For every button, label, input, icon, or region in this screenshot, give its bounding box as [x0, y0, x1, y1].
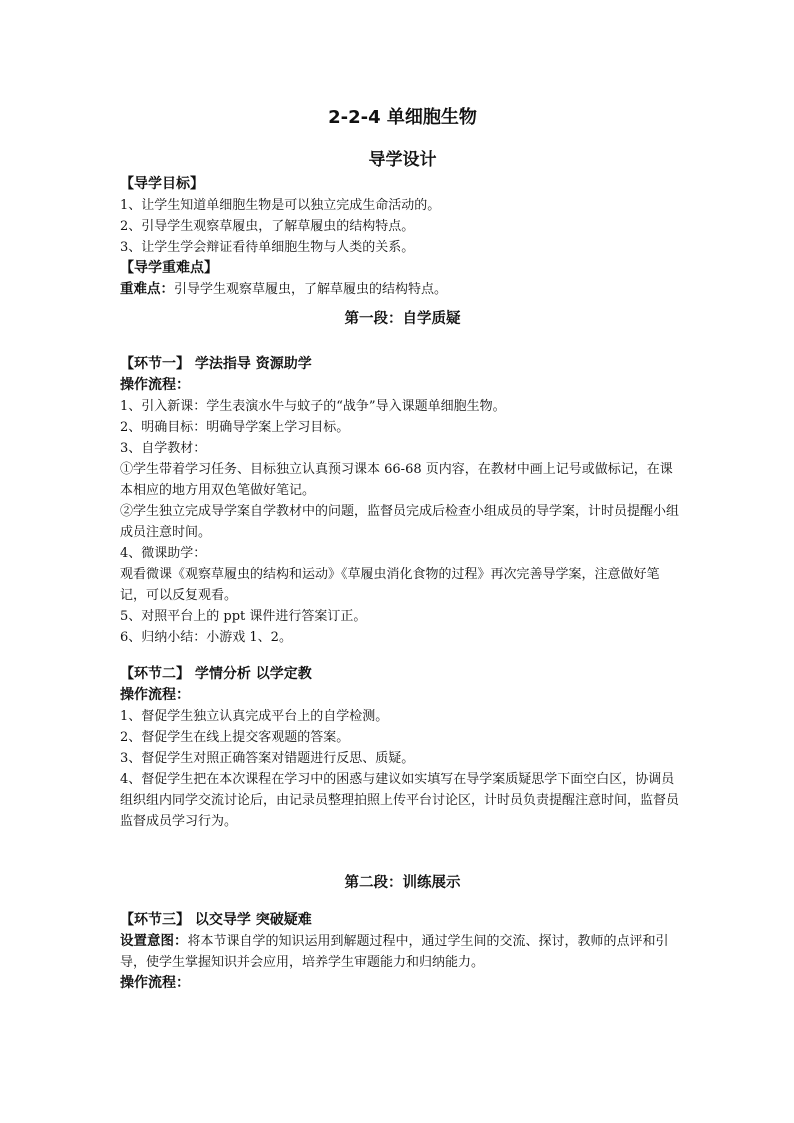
- keypoints-label: 重难点：: [120, 281, 174, 297]
- link2-flow-label: 操作流程：: [120, 687, 190, 703]
- objective-item: 2、引导学生观察草履虫，了解草履虫的结构特点。: [120, 219, 415, 234]
- link1-heading: 【环节一】 学法指导 资源助学: [120, 356, 312, 372]
- link2-line: 1、督促学生独立认真完成平台上的自学检测。: [120, 709, 389, 724]
- section2-title: 第二段：训练展示: [344, 875, 461, 891]
- objectives-heading: 【导学目标】: [120, 176, 204, 192]
- keypoints-heading: 【导学重难点】: [120, 260, 218, 276]
- objective-item: 3、让学生学会辩证看待单细胞生物与人类的关系。: [120, 240, 415, 255]
- link1-flow-label: 操作流程：: [120, 377, 190, 393]
- link1-line: 2、明确目标：明确导学案上学习目标。: [120, 420, 350, 435]
- link1-line: 1、引入新课：学生表演水牛与蚊子的“战争”导入课题单细胞生物。: [120, 399, 506, 414]
- link3-flow-label: 操作流程：: [120, 975, 190, 991]
- section1-title: 第一段：自学质疑: [344, 311, 461, 327]
- link1-line: 观看微课《观察草履虫的结构和运动》《草履虫消化食物的过程》再次完善导学案，注意做好笔记，可以反复观看。: [120, 567, 660, 603]
- link3-intent: [120, 931, 685, 973]
- link1-line: ②学生独立完成导学案自学教材中的问题，监督员完成后检查小组成员的导学案，计时员提醒小组成员注意时间。: [120, 504, 680, 540]
- link3-intent-label: 设置意图：: [120, 933, 188, 949]
- link2-line: 4、督促学生把在本次课程在学习中的困惑与建议如实填写在导学案质疑思学下面空白区，协调员组织组内同学交流讨论后，由记录员整理拍照上传平台讨论区，计时员负责提醒注意时间，监督员监督成员学习行为。: [120, 772, 680, 829]
- link1-line: 4、微课助学：: [120, 546, 207, 561]
- objective-item: 1、让学生知道单细胞生物是可以独立完成生命活动的。: [120, 198, 441, 213]
- link1-line: ①学生带着学习任务、目标独立认真预习课本 66-68 页内容，在教材中画上记号或做标记，在课本相应的地方用双色笔做好笔记。: [120, 462, 673, 498]
- link2-line: 2、督促学生在线上提交客观题的答案。: [120, 730, 350, 745]
- link1-line: 5、对照平台上的 ppt 课件进行答案订正。: [120, 609, 367, 624]
- keypoints-line: [120, 279, 685, 300]
- link3-intent-text: 将本节课自学的知识运用到解题过程中，通过学生间的交流、探讨，教师的点评和引导，使学生掌握知识并会应用，培养学生审题能力和归纳能力。: [120, 934, 669, 970]
- link3-heading: 【环节三】 以交导学 突破疑难: [120, 912, 312, 928]
- link2-line: 3、督促学生对照正确答案对错题进行反思、质疑。: [120, 751, 415, 766]
- document-subtitle: 导学设计: [368, 150, 437, 170]
- document-title: 2-2-4 单细胞生物: [328, 107, 477, 128]
- link1-line: 3、自学教材：: [120, 441, 207, 456]
- document-content: [120, 104, 685, 994]
- link1-line: 6、归纳小结：小游戏 1、2。: [120, 630, 292, 645]
- link2-heading: 【环节二】 学情分析 以学定教: [120, 666, 312, 682]
- keypoints-text: 引导学生观察草履虫，了解草履虫的结构特点。: [174, 282, 448, 297]
